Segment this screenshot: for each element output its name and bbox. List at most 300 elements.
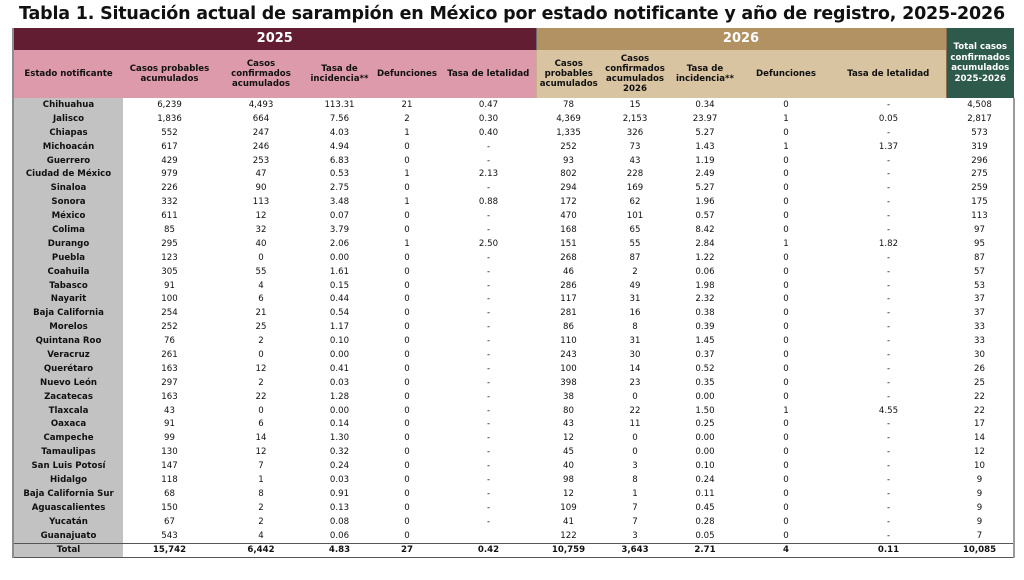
tasa-incidencia-2025-cell: 2.06 (306, 237, 373, 251)
casos-probables-2026-cell: 252 (536, 140, 601, 154)
tasa-incidencia-2026-cell: 0.00 (669, 431, 741, 445)
casos-confirmados-2025-cell: 12 (216, 445, 306, 459)
defunciones-2026-cell: 0 (741, 167, 831, 181)
casos-confirmados-2026-cell: 3,643 (601, 543, 669, 557)
tasa-incidencia-2026-cell: 0.37 (669, 348, 741, 362)
col-casos-probables-2025: Casos probables acumulados (123, 50, 216, 98)
defunciones-2025-cell: 0 (373, 265, 441, 279)
casos-confirmados-2026-cell: 65 (601, 223, 669, 237)
state-name-cell: Tamaulipas (13, 445, 123, 459)
tasa-incidencia-2026-cell: 0.10 (669, 459, 741, 473)
total-confirmados-cell: 37 (946, 306, 1014, 320)
casos-probables-2025-cell: 617 (123, 140, 216, 154)
table-row (13, 390, 1014, 404)
defunciones-2025-cell: 0 (373, 251, 441, 265)
casos-probables-2025-cell: 100 (123, 292, 216, 306)
casos-confirmados-2025-cell: 8 (216, 487, 306, 501)
total-confirmados-cell: 319 (946, 140, 1014, 154)
year-2025-header: 2025 (13, 28, 536, 50)
tasa-incidencia-2026-cell: 8.42 (669, 223, 741, 237)
tasa-letalidad-2025-cell: - (441, 404, 536, 418)
tasa-incidencia-2025-cell: 0.13 (306, 501, 373, 515)
casos-confirmados-2026-cell: 8 (601, 473, 669, 487)
casos-probables-2026-cell: 281 (536, 306, 601, 320)
table-row (13, 417, 1014, 431)
tasa-letalidad-2025-cell: - (441, 320, 536, 334)
tasa-incidencia-2026-cell: 2.71 (669, 543, 741, 557)
casos-confirmados-2025-cell: 21 (216, 306, 306, 320)
table-row (13, 445, 1014, 459)
tasa-letalidad-2025-cell: 2.13 (441, 167, 536, 181)
table-row (13, 459, 1014, 473)
tasa-letalidad-2025-cell: - (441, 140, 536, 154)
tasa-letalidad-2026-cell: - (831, 265, 946, 279)
tasa-incidencia-2025-cell: 3.79 (306, 223, 373, 237)
casos-probables-2026-cell: 78 (536, 98, 601, 112)
casos-confirmados-2025-cell: 4 (216, 279, 306, 293)
defunciones-2026-cell: 0 (741, 209, 831, 223)
casos-probables-2025-cell: 332 (123, 195, 216, 209)
tasa-incidencia-2026-cell: 0.24 (669, 473, 741, 487)
total-confirmados-cell: 97 (946, 223, 1014, 237)
tasa-incidencia-2025-cell: 113.31 (306, 98, 373, 112)
state-name-cell: México (13, 209, 123, 223)
table-row (13, 181, 1014, 195)
tasa-incidencia-2025-cell: 0.00 (306, 404, 373, 418)
casos-confirmados-2025-cell: 12 (216, 362, 306, 376)
defunciones-2026-cell: 0 (741, 390, 831, 404)
tasa-letalidad-2025-cell: 0.30 (441, 112, 536, 126)
tasa-letalidad-2025-cell: - (441, 445, 536, 459)
tasa-incidencia-2026-cell: 0.34 (669, 98, 741, 112)
state-name-cell: Sinaloa (13, 181, 123, 195)
tasa-letalidad-2026-cell: - (831, 181, 946, 195)
casos-confirmados-2026-cell: 43 (601, 154, 669, 168)
tasa-incidencia-2025-cell: 4.03 (306, 126, 373, 140)
casos-confirmados-2026-cell: 73 (601, 140, 669, 154)
casos-probables-2026-cell: 243 (536, 348, 601, 362)
casos-confirmados-2026-cell: 14 (601, 362, 669, 376)
tasa-incidencia-2026-cell: 0.00 (669, 445, 741, 459)
casos-probables-2026-cell: 38 (536, 390, 601, 404)
defunciones-2026-cell: 1 (741, 140, 831, 154)
casos-confirmados-2026-cell: 22 (601, 404, 669, 418)
defunciones-2026-cell: 0 (741, 501, 831, 515)
table-row (13, 362, 1014, 376)
tasa-letalidad-2026-cell: - (831, 306, 946, 320)
casos-confirmados-2025-cell: 0 (216, 251, 306, 265)
tasa-letalidad-2025-cell: - (441, 251, 536, 265)
total-confirmados-cell: 26 (946, 362, 1014, 376)
tasa-incidencia-2025-cell: 4.94 (306, 140, 373, 154)
table-row (13, 112, 1014, 126)
total-confirmados-cell: 57 (946, 265, 1014, 279)
casos-confirmados-2025-cell: 2 (216, 334, 306, 348)
casos-probables-2025-cell: 85 (123, 223, 216, 237)
tasa-incidencia-2026-cell: 0.35 (669, 376, 741, 390)
defunciones-2025-cell: 0 (373, 376, 441, 390)
casos-probables-2026-cell: 4,369 (536, 112, 601, 126)
defunciones-2026-cell: 0 (741, 362, 831, 376)
tasa-incidencia-2026-cell: 0.28 (669, 515, 741, 529)
table-row (13, 515, 1014, 529)
state-name-cell: Aguascalientes (13, 501, 123, 515)
casos-probables-2026-cell: 172 (536, 195, 601, 209)
casos-confirmados-2026-cell: 31 (601, 292, 669, 306)
tasa-letalidad-2026-cell: - (831, 501, 946, 515)
casos-probables-2026-cell: 122 (536, 529, 601, 543)
tasa-letalidad-2026-cell: - (831, 195, 946, 209)
tasa-letalidad-2026-cell: - (831, 126, 946, 140)
casos-confirmados-2026-cell: 0 (601, 445, 669, 459)
total-confirmados-cell: 2,817 (946, 112, 1014, 126)
tasa-letalidad-2025-cell: - (441, 292, 536, 306)
total-confirmados-cell: 296 (946, 154, 1014, 168)
state-name-cell: Oaxaca (13, 417, 123, 431)
tasa-letalidad-2025-cell: - (441, 181, 536, 195)
defunciones-2025-cell: 0 (373, 487, 441, 501)
casos-confirmados-2025-cell: 246 (216, 140, 306, 154)
tasa-letalidad-2026-cell: - (831, 529, 946, 543)
total-confirmados-cell: 7 (946, 529, 1014, 543)
tasa-incidencia-2025-cell: 0.00 (306, 251, 373, 265)
defunciones-2025-cell: 21 (373, 98, 441, 112)
casos-probables-2025-cell: 429 (123, 154, 216, 168)
col-tasa-letalidad-2026: Tasa de letalidad (831, 50, 946, 98)
tasa-letalidad-2026-cell: - (831, 473, 946, 487)
defunciones-2025-cell: 0 (373, 154, 441, 168)
tasa-incidencia-2026-cell: 1.22 (669, 251, 741, 265)
defunciones-2025-cell: 0 (373, 431, 441, 445)
tasa-incidencia-2026-cell: 0.25 (669, 417, 741, 431)
casos-confirmados-2026-cell: 87 (601, 251, 669, 265)
tasa-incidencia-2026-cell: 1.96 (669, 195, 741, 209)
defunciones-2026-cell: 0 (741, 320, 831, 334)
casos-confirmados-2026-cell: 1 (601, 487, 669, 501)
casos-confirmados-2026-cell: 30 (601, 348, 669, 362)
total-confirmados-cell: 22 (946, 390, 1014, 404)
table-row (13, 98, 1014, 112)
defunciones-2026-cell: 0 (741, 292, 831, 306)
tasa-letalidad-2026-cell: - (831, 431, 946, 445)
col-casos-confirmados-2025: Casos confirmados acumulados (216, 50, 306, 98)
defunciones-2026-cell: 0 (741, 98, 831, 112)
state-name-cell: Quintana Roo (13, 334, 123, 348)
total-confirmados-cell: 22 (946, 404, 1014, 418)
casos-probables-2025-cell: 295 (123, 237, 216, 251)
table-body (13, 98, 1014, 557)
table-row (13, 279, 1014, 293)
casos-confirmados-2025-cell: 25 (216, 320, 306, 334)
casos-probables-2025-cell: 130 (123, 445, 216, 459)
tasa-incidencia-2026-cell: 0.39 (669, 320, 741, 334)
tasa-letalidad-2025-cell: - (441, 223, 536, 237)
casos-probables-2026-cell: 80 (536, 404, 601, 418)
tasa-letalidad-2026-cell: - (831, 279, 946, 293)
casos-confirmados-2026-cell: 23 (601, 376, 669, 390)
casos-probables-2025-cell: 261 (123, 348, 216, 362)
defunciones-2026-cell: 0 (741, 154, 831, 168)
table-row (13, 348, 1014, 362)
defunciones-2026-cell: 1 (741, 237, 831, 251)
tasa-letalidad-2026-cell: - (831, 251, 946, 265)
state-name-cell: Yucatán (13, 515, 123, 529)
tasa-incidencia-2026-cell: 2.84 (669, 237, 741, 251)
col-casos-confirmados-2026: Casos confirmados acumulados 2026 (601, 50, 669, 98)
casos-probables-2026-cell: 45 (536, 445, 601, 459)
tasa-letalidad-2025-cell: 2.50 (441, 237, 536, 251)
tasa-incidencia-2026-cell: 0.57 (669, 209, 741, 223)
defunciones-2026-cell: 1 (741, 404, 831, 418)
casos-probables-2026-cell: 98 (536, 473, 601, 487)
tasa-letalidad-2025-cell: - (441, 376, 536, 390)
defunciones-2025-cell: 1 (373, 126, 441, 140)
tasa-incidencia-2026-cell: 1.45 (669, 334, 741, 348)
tasa-letalidad-2025-cell: - (441, 154, 536, 168)
casos-probables-2026-cell: 168 (536, 223, 601, 237)
state-name-cell: Puebla (13, 251, 123, 265)
tasa-incidencia-2025-cell: 0.54 (306, 306, 373, 320)
state-name-cell: Morelos (13, 320, 123, 334)
casos-confirmados-2026-cell: 0 (601, 431, 669, 445)
table-row (13, 195, 1014, 209)
tasa-incidencia-2026-cell: 0.45 (669, 501, 741, 515)
state-name-cell: Nuevo León (13, 376, 123, 390)
tasa-incidencia-2026-cell: 0.52 (669, 362, 741, 376)
casos-confirmados-2026-cell: 31 (601, 334, 669, 348)
tasa-letalidad-2025-cell: 0.88 (441, 195, 536, 209)
state-name-cell: Baja California (13, 306, 123, 320)
total-confirmados-cell: 37 (946, 292, 1014, 306)
state-name-cell: Durango (13, 237, 123, 251)
state-name-cell: Hidalgo (13, 473, 123, 487)
tasa-letalidad-2025-cell: - (441, 279, 536, 293)
casos-probables-2025-cell: 979 (123, 167, 216, 181)
casos-probables-2025-cell: 67 (123, 515, 216, 529)
tasa-letalidad-2025-cell: - (441, 209, 536, 223)
state-name-cell: Guerrero (13, 154, 123, 168)
table-row (13, 126, 1014, 140)
tasa-incidencia-2026-cell: 1.19 (669, 154, 741, 168)
tasa-letalidad-2025-cell: - (441, 473, 536, 487)
defunciones-2025-cell: 27 (373, 543, 441, 557)
tasa-incidencia-2025-cell: 4.83 (306, 543, 373, 557)
casos-probables-2026-cell: 398 (536, 376, 601, 390)
table-row (13, 334, 1014, 348)
casos-probables-2026-cell: 93 (536, 154, 601, 168)
total-confirmados-cell: 573 (946, 126, 1014, 140)
table-row (13, 209, 1014, 223)
tasa-letalidad-2025-cell: 0.40 (441, 126, 536, 140)
casos-confirmados-2026-cell: 228 (601, 167, 669, 181)
tasa-letalidad-2025-cell: - (441, 362, 536, 376)
tasa-letalidad-2026-cell: - (831, 390, 946, 404)
tasa-letalidad-2026-cell: - (831, 209, 946, 223)
table-row (13, 529, 1014, 543)
tasa-incidencia-2025-cell: 1.30 (306, 431, 373, 445)
casos-probables-2025-cell: 305 (123, 265, 216, 279)
casos-probables-2026-cell: 110 (536, 334, 601, 348)
casos-confirmados-2025-cell: 90 (216, 181, 306, 195)
table-row (13, 487, 1014, 501)
defunciones-2025-cell: 0 (373, 529, 441, 543)
total-confirmados-cell: 9 (946, 515, 1014, 529)
tasa-letalidad-2026-cell: 1.37 (831, 140, 946, 154)
defunciones-2025-cell: 0 (373, 181, 441, 195)
casos-confirmados-2025-cell: 4,493 (216, 98, 306, 112)
col-defunciones-2025: Defunciones (373, 50, 441, 98)
defunciones-2026-cell: 0 (741, 376, 831, 390)
state-name-cell: Querétaro (13, 362, 123, 376)
casos-confirmados-2026-cell: 3 (601, 529, 669, 543)
tasa-incidencia-2025-cell: 0.06 (306, 529, 373, 543)
casos-probables-2025-cell: 147 (123, 459, 216, 473)
casos-probables-2026-cell: 294 (536, 181, 601, 195)
casos-confirmados-2025-cell: 2 (216, 501, 306, 515)
tasa-incidencia-2025-cell: 3.48 (306, 195, 373, 209)
tasa-incidencia-2025-cell: 0.07 (306, 209, 373, 223)
defunciones-2026-cell: 0 (741, 417, 831, 431)
casos-probables-2026-cell: 117 (536, 292, 601, 306)
defunciones-2026-cell: 0 (741, 445, 831, 459)
tasa-incidencia-2026-cell: 0.06 (669, 265, 741, 279)
total-confirmados-cell: 9 (946, 501, 1014, 515)
defunciones-2026-cell: 0 (741, 473, 831, 487)
total-confirmados-cell: 25 (946, 376, 1014, 390)
defunciones-2025-cell: 0 (373, 390, 441, 404)
state-name-cell: Veracruz (13, 348, 123, 362)
tasa-incidencia-2026-cell: 2.32 (669, 292, 741, 306)
casos-probables-2025-cell: 118 (123, 473, 216, 487)
tasa-incidencia-2025-cell: 0.03 (306, 376, 373, 390)
state-name-cell: San Luis Potosí (13, 459, 123, 473)
tasa-letalidad-2026-cell: 0.05 (831, 112, 946, 126)
casos-probables-2025-cell: 76 (123, 334, 216, 348)
tasa-incidencia-2025-cell: 0.32 (306, 445, 373, 459)
tasa-incidencia-2025-cell: 0.10 (306, 334, 373, 348)
casos-confirmados-2026-cell: 8 (601, 320, 669, 334)
defunciones-2026-cell: 0 (741, 223, 831, 237)
tasa-incidencia-2025-cell: 0.00 (306, 348, 373, 362)
tasa-letalidad-2026-cell: - (831, 154, 946, 168)
tasa-letalidad-2026-cell: - (831, 320, 946, 334)
table-row (13, 140, 1014, 154)
col-tasa-incidencia-2025: Tasa de incidencia** (306, 50, 373, 98)
tasa-incidencia-2025-cell: 0.15 (306, 279, 373, 293)
defunciones-2025-cell: 0 (373, 279, 441, 293)
table-row (13, 167, 1014, 181)
state-name-cell: Baja California Sur (13, 487, 123, 501)
defunciones-2025-cell: 0 (373, 362, 441, 376)
casos-probables-2025-cell: 297 (123, 376, 216, 390)
tasa-letalidad-2026-cell: 4.55 (831, 404, 946, 418)
tasa-incidencia-2025-cell: 0.91 (306, 487, 373, 501)
tasa-incidencia-2026-cell: 23.97 (669, 112, 741, 126)
tasa-letalidad-2025-cell: - (441, 515, 536, 529)
state-name-cell: Coahuila (13, 265, 123, 279)
state-name-cell: Campeche (13, 431, 123, 445)
casos-confirmados-2025-cell: 247 (216, 126, 306, 140)
casos-probables-2026-cell: 12 (536, 487, 601, 501)
tasa-letalidad-2025-cell: 0.42 (441, 543, 536, 557)
tasa-letalidad-2026-cell: - (831, 334, 946, 348)
total-confirmados-cell: 4,508 (946, 98, 1014, 112)
total-confirmados-cell: 9 (946, 487, 1014, 501)
casos-probables-2026-cell: 10,759 (536, 543, 601, 557)
state-name-cell: Guanajuato (13, 529, 123, 543)
tasa-letalidad-2026-cell: - (831, 487, 946, 501)
state-name-cell: Colima (13, 223, 123, 237)
tasa-incidencia-2025-cell: 1.17 (306, 320, 373, 334)
total-confirmados-cell: 95 (946, 237, 1014, 251)
tasa-incidencia-2025-cell: 6.83 (306, 154, 373, 168)
table-row (13, 431, 1014, 445)
casos-probables-2025-cell: 99 (123, 431, 216, 445)
casos-confirmados-2025-cell: 113 (216, 195, 306, 209)
tasa-incidencia-2026-cell: 1.43 (669, 140, 741, 154)
table-row (13, 292, 1014, 306)
defunciones-2025-cell: 0 (373, 459, 441, 473)
total-confirmados-cell: 9 (946, 473, 1014, 487)
state-name-cell: Chihuahua (13, 98, 123, 112)
total-row (13, 543, 1014, 557)
tasa-letalidad-2025-cell (441, 529, 536, 543)
defunciones-2026-cell: 0 (741, 487, 831, 501)
tasa-incidencia-2025-cell: 2.75 (306, 181, 373, 195)
casos-confirmados-2026-cell: 3 (601, 459, 669, 473)
tasa-incidencia-2025-cell: 0.41 (306, 362, 373, 376)
casos-confirmados-2025-cell: 12 (216, 209, 306, 223)
total-confirmados-cell: 33 (946, 320, 1014, 334)
tasa-letalidad-2026-cell: - (831, 362, 946, 376)
total-confirmados-cell: 113 (946, 209, 1014, 223)
total-confirmados-cell: 10 (946, 459, 1014, 473)
total-confirmados-cell: 175 (946, 195, 1014, 209)
casos-confirmados-2025-cell: 664 (216, 112, 306, 126)
casos-probables-2025-cell: 552 (123, 126, 216, 140)
casos-probables-2026-cell: 151 (536, 237, 601, 251)
casos-confirmados-2025-cell: 2 (216, 376, 306, 390)
defunciones-2025-cell: 0 (373, 140, 441, 154)
casos-confirmados-2026-cell: 169 (601, 181, 669, 195)
casos-confirmados-2025-cell: 6,442 (216, 543, 306, 557)
total-confirmados-cell: 87 (946, 251, 1014, 265)
defunciones-2026-cell: 0 (741, 334, 831, 348)
defunciones-2026-cell: 0 (741, 515, 831, 529)
total-confirmados-cell: 14 (946, 431, 1014, 445)
casos-confirmados-2025-cell: 47 (216, 167, 306, 181)
casos-probables-2026-cell: 470 (536, 209, 601, 223)
casos-confirmados-2025-cell: 4 (216, 529, 306, 543)
defunciones-2025-cell: 2 (373, 112, 441, 126)
defunciones-2026-cell: 0 (741, 529, 831, 543)
casos-confirmados-2025-cell: 2 (216, 515, 306, 529)
casos-probables-2026-cell: 109 (536, 501, 601, 515)
defunciones-2025-cell: 0 (373, 445, 441, 459)
defunciones-2025-cell: 0 (373, 515, 441, 529)
casos-probables-2025-cell: 6,239 (123, 98, 216, 112)
casos-confirmados-2025-cell: 14 (216, 431, 306, 445)
casos-probables-2025-cell: 91 (123, 417, 216, 431)
defunciones-2025-cell: 0 (373, 334, 441, 348)
tasa-letalidad-2025-cell: - (441, 306, 536, 320)
defunciones-2025-cell: 0 (373, 404, 441, 418)
state-name-cell: Chiapas (13, 126, 123, 140)
defunciones-2025-cell: 0 (373, 417, 441, 431)
defunciones-2025-cell: 0 (373, 306, 441, 320)
defunciones-2025-cell: 0 (373, 501, 441, 515)
casos-probables-2026-cell: 802 (536, 167, 601, 181)
